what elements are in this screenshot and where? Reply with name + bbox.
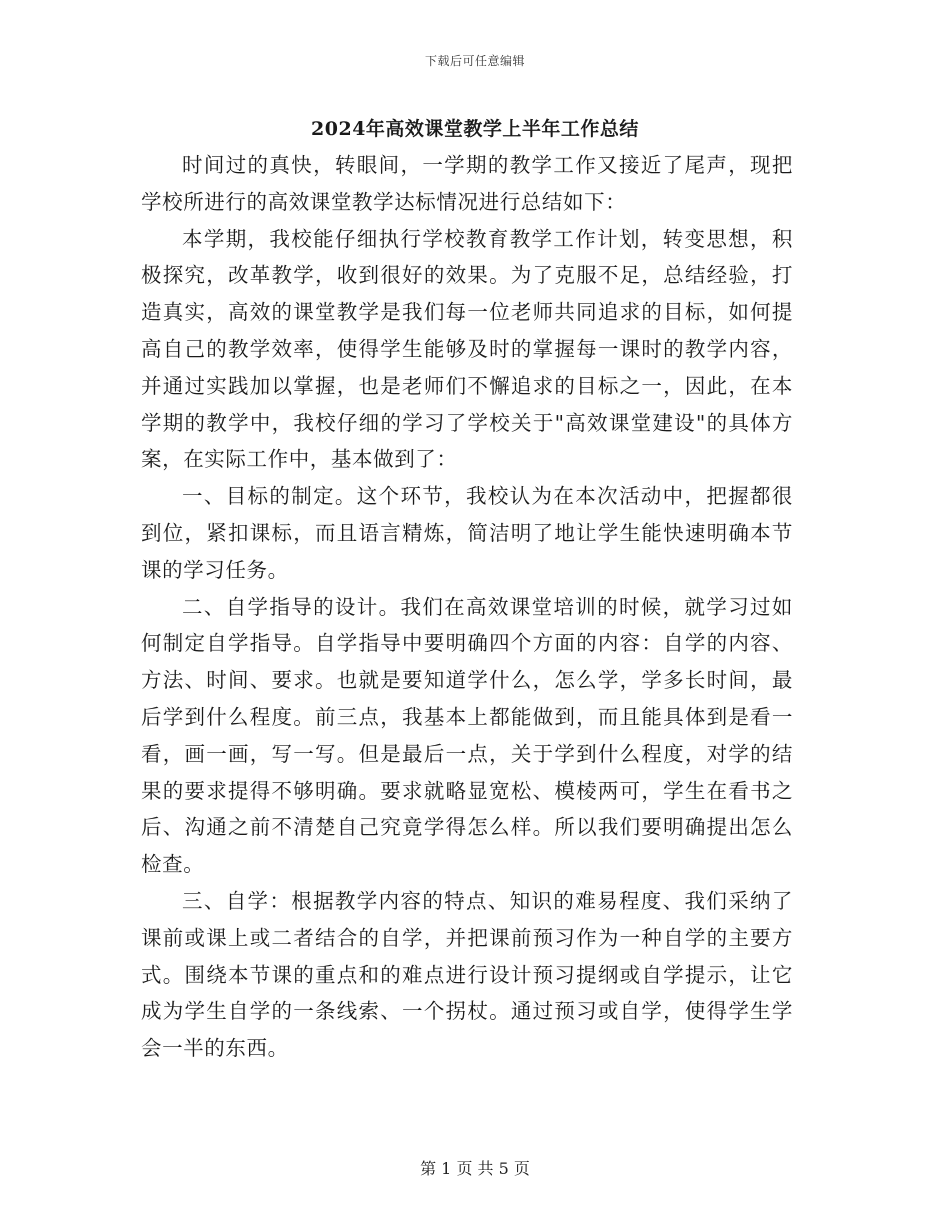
paragraph: 一、目标的制定。这个环节，我校认为在本次活动中，把握都很到位，紧扣课标，而且语言精炼，简洁明了地让学生能快速明确本节课的学习任务。 — [141, 484, 793, 582]
paragraph: 时间过的真快，转眼间，一学期的教学工作又接近了尾声，现把学校所进行的高效课堂教学达标情况进行总结如下： — [141, 153, 793, 214]
paragraph: 本学期，我校能仔细执行学校教育教学工作计划，转变思想，积极探究，改革教学，收到很好的效果。为了克服不足，总结经验，打造真实，高效的课堂教学是我们每一位老师共同追求的目标，如何提高自己的教学效率，使得学生能够及时的掌握每一课时的教学内容，并通过实践加以掌握，也是老师们不懈追求的目标之一，因此，在本学期的教学中，我校仔细的学习了学校关于"高效课堂建设"的具体方案，在实际工作中，基本做到了： — [141, 226, 793, 472]
paragraph: 二、自学指导的设计。我们在高效课堂培训的时候，就学习过如何制定自学指导。自学指导中要明确四个方面的内容：自学的内容、方法、时间、要求。也就是要知道学什么，怎么学，学多长时间，最后学到什么程度。前三点，我基本上都能做到，而且能具体到是看一看，画一画，写一写。但是最后一点，关于学到什么程度，对学的结果的要求提得不够明确。要求就略显宽松、模棱两可，学生在看书之后、沟通之前不清楚自己究竟学得怎么样。所以我们要明确提出怎么检查。 — [141, 594, 793, 877]
header-note: 下载后可任意编辑 — [424, 54, 525, 68]
page-indicator: 第 1 页 共 5 页 — [420, 1159, 530, 1178]
paragraph: 三、自学：根据教学内容的特点、知识的难易程度、我们采纳了课前或课上或二者结合的自学，并把课前预习作为一种自学的主要方式。围绕本节课的重点和的难点进行设计预习提纲或自学提示，让它成为学生自学的一条线索、一个拐杖。通过预习或自学，使得学生学会一半的东西。 — [141, 888, 793, 1061]
document-body — [141, 147, 793, 1067]
document-title: 2024年高效课堂教学上半年工作总结 — [311, 118, 639, 140]
